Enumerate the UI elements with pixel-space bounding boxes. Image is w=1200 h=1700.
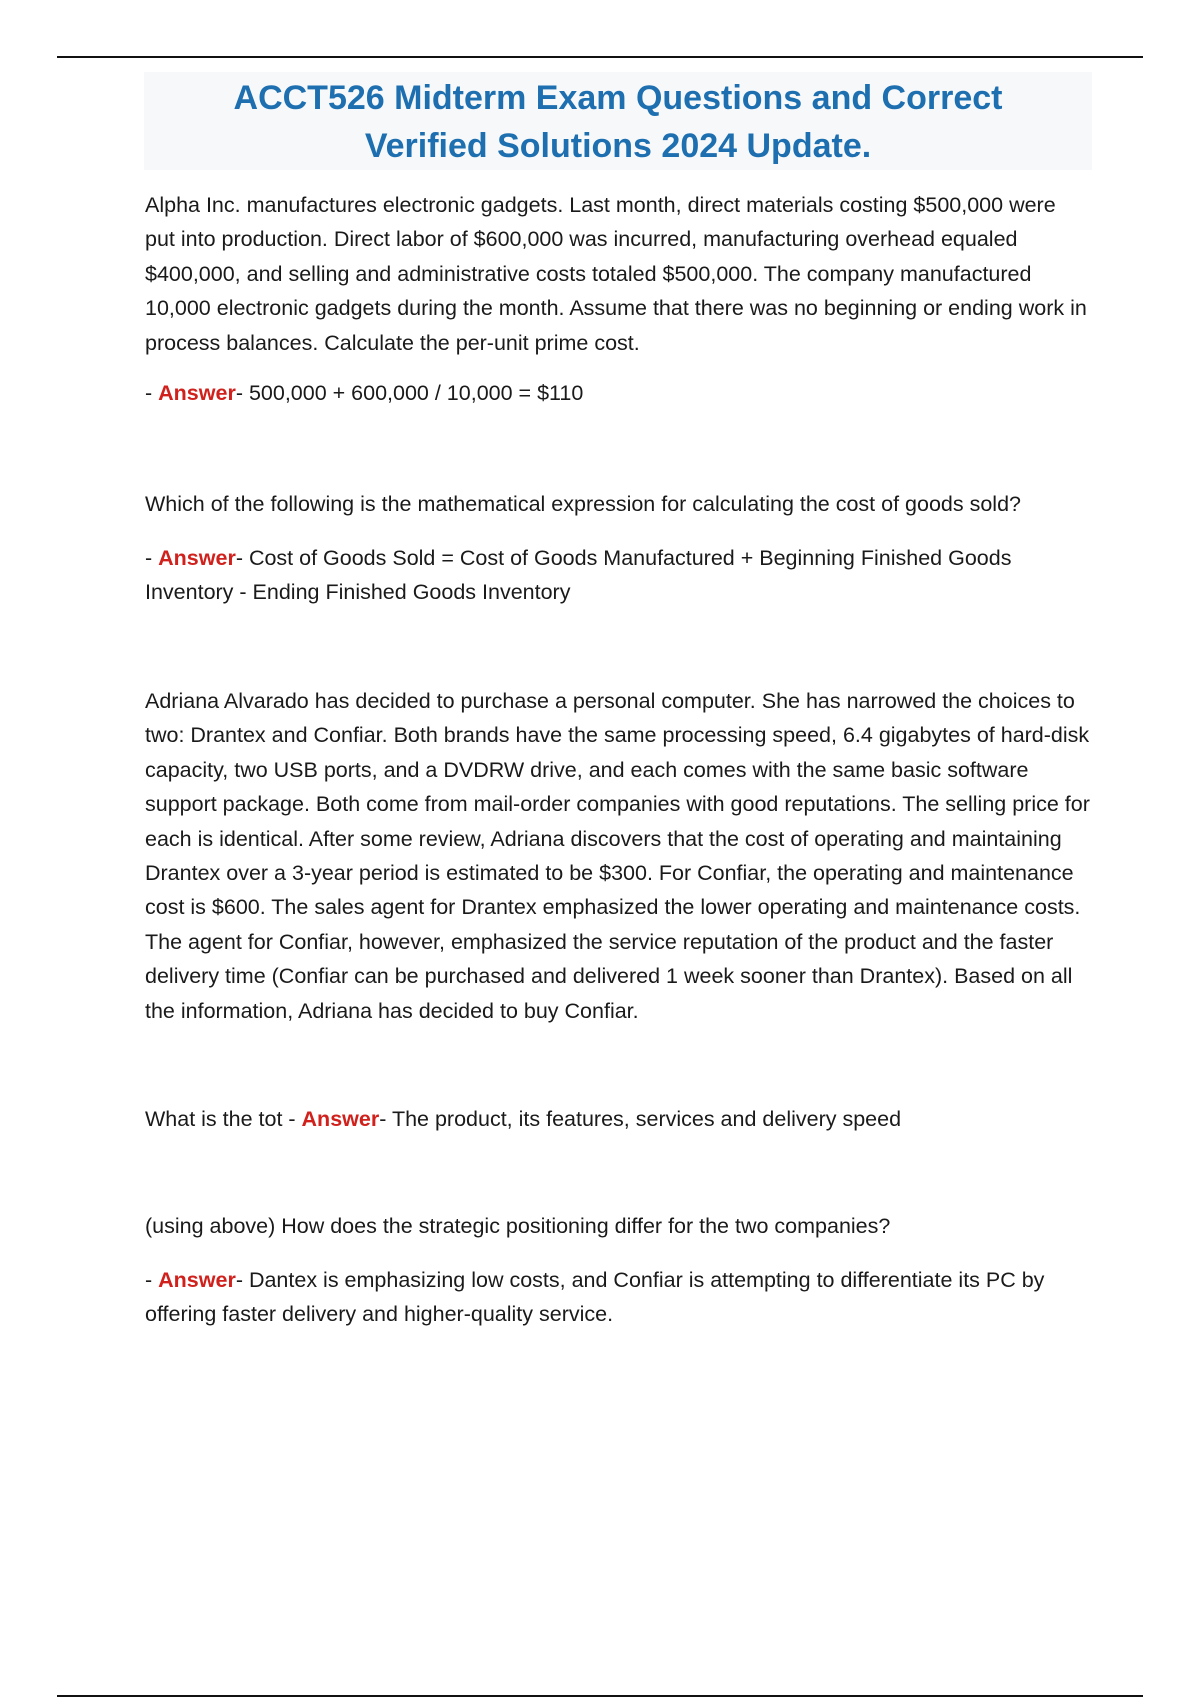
answer-1-label: Answer bbox=[158, 381, 236, 405]
answer-2 bbox=[145, 541, 1090, 610]
title-line-1: ACCT526 Midterm Exam Questions and Correct bbox=[233, 79, 1003, 117]
answer-4-text: - The product, its features, services and delivery speed bbox=[379, 1107, 902, 1131]
answer-1-text: - 500,000 + 600,000 / 10,000 = $110 bbox=[235, 381, 584, 405]
answer-2-label: Answer bbox=[158, 546, 236, 570]
answer-2-text: - Cost of Goods Sold = Cost of Goods Manufactured + Beginning Finished Goods Inventory - Ending Finished Goods Inventory bbox=[145, 546, 1012, 605]
question-2-text: Which of the following is the mathematical expression for calculating the cost of goods sold? bbox=[145, 492, 1021, 516]
answer-5-text: - Dantex is emphasizing low costs, and Confiar is attempting to differentiate its PC by offering faster delivery and higher-quality service. bbox=[145, 1268, 1045, 1327]
question-3-text: Adriana Alvarado has decided to purchase a personal computer. She has narrowed the choices to two: Drantex and Confiar. Both brands have the same processing speed, 6.4 gigabytes of hard-disk capacity, two USB ports, and a DVDRW drive, and each comes with the same basic software support package. Both come from mail-order companies with good reputations. The selling price for each is identical. After some review, Adriana discovers that the cost of operating and maintaining Drantex over a 3-year period is estimated to be $300. For Confiar, the operating and maintenance cost is $600. The sales agent for Drantex emphasized the lower operating and maintenance costs. The agent for Confiar, however, emphasized the service reputation of the product and the faster delivery time (Confiar can be purchased and delivered 1 week sooner than Drantex). Based on all the information, Adriana has decided to buy Confiar. bbox=[145, 689, 1090, 1023]
answer-4-label: Answer bbox=[301, 1107, 380, 1131]
answer-2-prefix: - bbox=[145, 546, 159, 570]
question-5-text: (using above) How does the strategic positioning differ for the two companies? bbox=[145, 1214, 891, 1238]
top-rule bbox=[57, 56, 1143, 58]
question-4-text: What is the tot - bbox=[145, 1107, 302, 1131]
answer-5-prefix: - bbox=[145, 1268, 159, 1292]
answer-1 bbox=[145, 376, 1090, 410]
title-line-2: Verified Solutions 2024 Update. bbox=[364, 127, 872, 165]
question-1-text: Alpha Inc. manufactures electronic gadgets. Last month, direct materials costing $500,000 were put into production. Direct labor of $600,000 was incurred, manufacturing overhead equaled $400,000, and selling and administrative costs totaled $500,000. The company manufactured 10,000 electronic gadgets during the month. Assume that there was no beginning or ending work in process balances. Calculate the per-unit prime cost. bbox=[145, 193, 1087, 355]
answer-5 bbox=[145, 1263, 1090, 1332]
question-4 bbox=[145, 1102, 1090, 1136]
bottom-rule bbox=[57, 1695, 1143, 1697]
answer-1-prefix: - bbox=[145, 381, 159, 405]
document-title bbox=[144, 72, 1092, 170]
answer-5-label: Answer bbox=[158, 1268, 236, 1292]
